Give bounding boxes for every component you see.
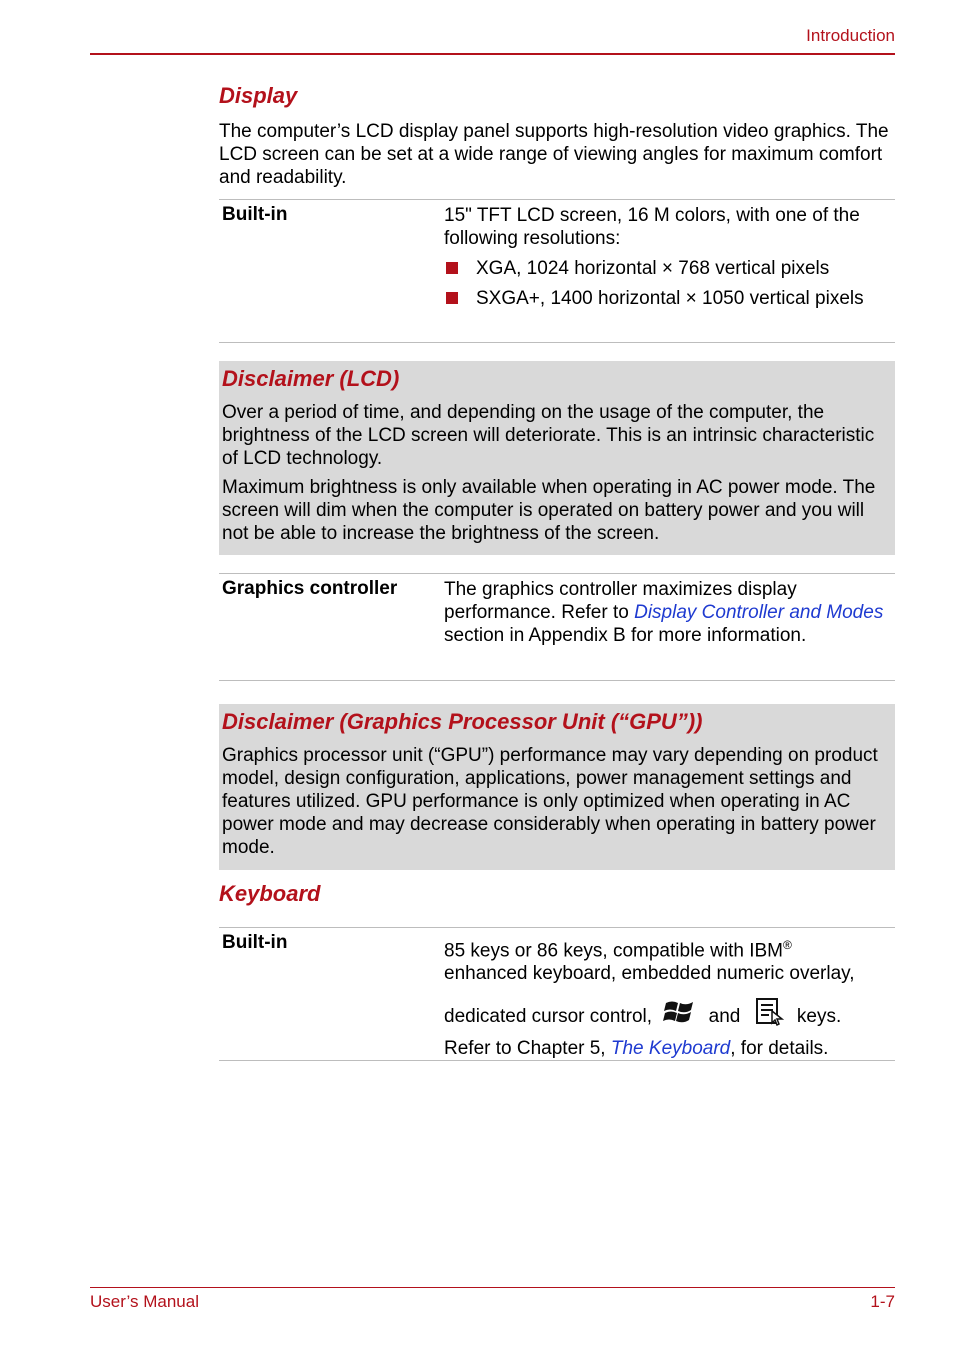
keyboard-line-3-and: and [708, 1006, 741, 1028]
graphics-desc-text-end: section in Appendix B for more information. [444, 625, 807, 646]
page-number: 1-7 [870, 1292, 895, 1311]
resolution-bullet-sxga [444, 287, 889, 310]
display-builtin-text: 15" TFT LCD screen, 16 M colors, with one of the following resolutions: [444, 205, 860, 249]
windows-key-icon [663, 997, 697, 1037]
resolution-sxga-text: SXGA+, 1400 horizontal × 1050 vertical pixels [476, 288, 864, 309]
keyboard-heading: Keyboard [219, 881, 321, 906]
disclaimer-lcd-paragraph-2: Maximum brightness is only available when operating in AC power mode. The screen will dim when the computer is operated on battery power and you will not be able to increase the brightness of the screen. [222, 477, 876, 544]
footer-rule [90, 1287, 895, 1288]
keyboard-line-2: enhanced keyboard, embedded numeric overlay, [444, 963, 855, 985]
keyboard-line-4-text: Refer to Chapter 5, [444, 1038, 611, 1060]
keyboard-line-4 [444, 1037, 889, 1060]
the-keyboard-link[interactable]: The Keyboard [610, 1038, 731, 1060]
disclaimer-gpu-heading: Disclaimer (Graphics Processor Unit (“GPU”)) [222, 709, 703, 734]
disclaimer-gpu-body: Graphics processor unit (“GPU”) performance may vary depending on product model, design configuration, applications, power management settings and features utilized. GPU performance is only optimized when operating in AC power mode and may decrease considerably when operating in battery power mode. [222, 745, 878, 858]
bullet-square-icon [446, 262, 458, 274]
graphics-controller-label: Graphics controller [222, 578, 398, 599]
display-heading: Display [219, 83, 298, 108]
resolution-xga-text: XGA, 1024 horizontal × 768 vertical pixels [476, 258, 830, 279]
display-controller-link[interactable]: Display Controller and Modes [634, 602, 884, 623]
keyboard-line-3 [444, 997, 889, 1037]
keyboard-builtin-row [219, 927, 895, 1061]
footer-manual-title: User’s Manual [90, 1292, 199, 1311]
running-header: Introduction [806, 26, 895, 45]
display-builtin-label: Built-in [222, 204, 288, 225]
keyboard-line-1 [444, 934, 889, 962]
graphics-controller-row [219, 573, 895, 681]
keyboard-line-4-end: , for details. [730, 1038, 829, 1060]
keyboard-builtin-label: Built-in [222, 932, 288, 953]
registered-mark: ® [782, 938, 792, 952]
application-key-icon [754, 997, 784, 1037]
disclaimer-lcd-heading: Disclaimer (LCD) [222, 366, 400, 391]
disclaimer-lcd-box [219, 361, 895, 555]
graphics-desc-text: The graphics controller maximizes display performance. Refer to [444, 579, 797, 623]
graphics-controller-desc [444, 578, 889, 647]
keyboard-builtin-desc [444, 934, 889, 1060]
header-rule [90, 53, 895, 55]
keyboard-line-3-end: keys. [796, 1006, 842, 1028]
display-intro: The computer’s LCD display panel supports high-resolution video graphics. The LCD screen can be set at a wide range of viewing angles for maximum comfort and readability. [219, 121, 889, 188]
resolution-bullet-xga [444, 257, 889, 280]
disclaimer-gpu-box [219, 704, 895, 870]
display-builtin-row [219, 199, 895, 343]
keyboard-line-1-text: 85 keys or 86 keys, compatible with IBM [444, 940, 783, 962]
disclaimer-lcd-paragraph-1: Over a period of time, and depending on the usage of the computer, the brightness of the LCD screen will deteriorate. This is an intrinsic characteristic of LCD technology. [222, 402, 875, 469]
keyboard-line-3-text: dedicated cursor control, [444, 1006, 653, 1028]
bullet-square-icon [446, 292, 458, 304]
display-builtin-desc [444, 204, 889, 310]
